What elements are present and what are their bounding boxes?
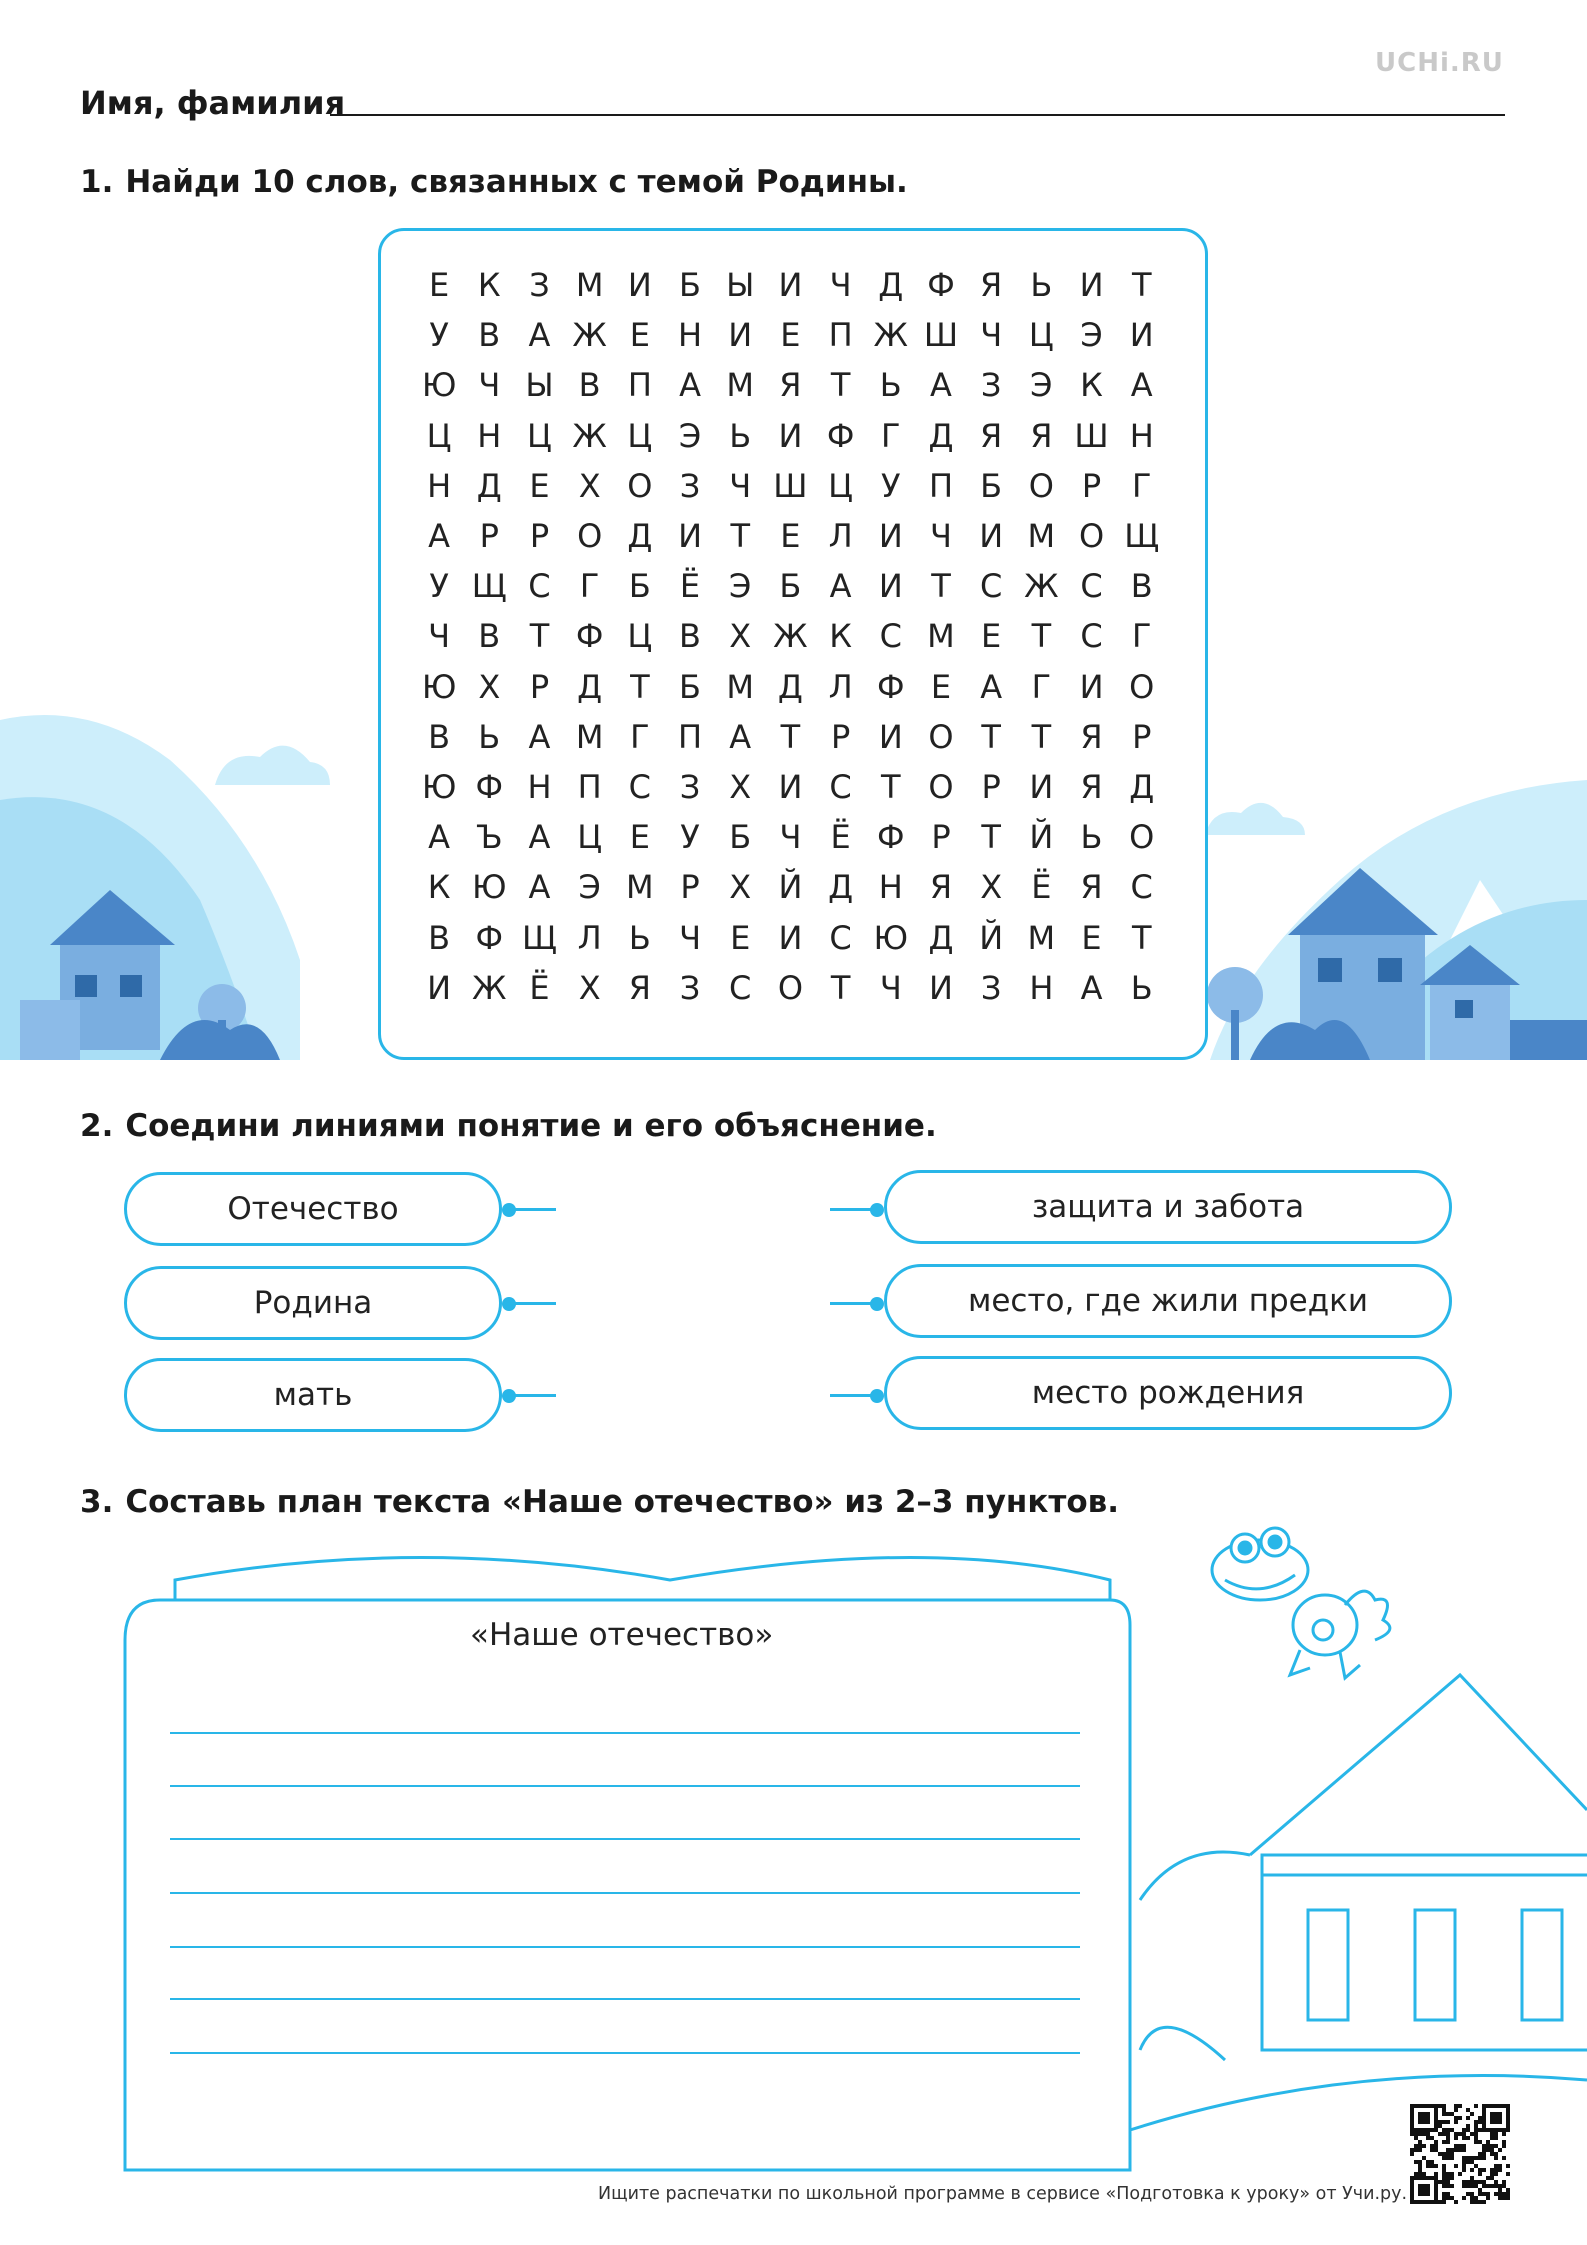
grid-letter[interactable]: Ч (679, 918, 701, 957)
grid-letter[interactable]: Ю (873, 918, 909, 957)
grid-letter[interactable]: Е (981, 617, 1002, 656)
grid-letter[interactable]: Б (779, 567, 802, 606)
grid-letter[interactable]: Г (881, 416, 901, 455)
grid-letter[interactable]: Л (577, 918, 602, 957)
grid-letter[interactable]: У (429, 316, 449, 355)
grid-letter[interactable]: П (627, 366, 652, 405)
grid-letter[interactable]: Ж (1024, 567, 1059, 606)
plan-writing-line[interactable] (170, 1838, 1080, 1840)
grid-letter[interactable]: Р (529, 517, 550, 556)
connector-dot-right-1[interactable] (870, 1203, 884, 1217)
grid-letter[interactable]: А (528, 868, 551, 907)
grid-letter[interactable]: Ь (1030, 266, 1053, 305)
task2-number: 2. (80, 1108, 114, 1144)
grid-letter[interactable]: Т (630, 667, 650, 706)
grid-letter[interactable]: Ч (829, 266, 852, 305)
grid-letter[interactable]: Д (928, 918, 954, 957)
grid-letter[interactable]: И (929, 968, 953, 1007)
grid-letter[interactable]: А (729, 717, 752, 756)
grid-letter[interactable]: И (728, 316, 753, 355)
grid-letter[interactable]: Р (529, 667, 550, 706)
grid-letter[interactable]: С (1080, 567, 1103, 606)
grid-letter[interactable]: И (778, 918, 803, 957)
name-label: Имя, фамилия (80, 84, 346, 122)
grid-letter[interactable]: Ж (472, 968, 507, 1007)
grid-letter[interactable]: Р (931, 818, 951, 857)
grid-letter[interactable]: И (878, 517, 903, 556)
grid-letter[interactable]: Д (476, 466, 502, 505)
grid-letter[interactable]: Я (1030, 416, 1053, 455)
grid-letter[interactable]: Ь (1080, 818, 1103, 857)
grid-letter[interactable]: Ы (726, 266, 755, 305)
grid-letter[interactable]: Б (729, 818, 752, 857)
grid-letter[interactable]: Ё (1031, 868, 1052, 907)
grid-letter[interactable]: Ь (879, 366, 902, 405)
definition-pill-2[interactable]: место, где жили предки (884, 1264, 1452, 1338)
grid-letter[interactable]: В (1130, 567, 1153, 606)
grid-letter[interactable]: О (1028, 466, 1054, 505)
grid-letter[interactable]: П (828, 316, 853, 355)
grid-letter[interactable]: Д (878, 266, 904, 305)
grid-letter[interactable]: Ц (527, 416, 552, 455)
plan-illustration (0, 1480, 1587, 2245)
grid-letter[interactable]: Я (1080, 868, 1103, 907)
grid-letter[interactable]: Х (729, 868, 752, 907)
grid-letter[interactable]: Х (478, 667, 501, 706)
grid-letter[interactable]: Т (780, 717, 801, 756)
grid-letter[interactable]: Е (730, 918, 751, 957)
connector-line-left-2 (510, 1302, 556, 1305)
grid-letter[interactable]: М (626, 868, 654, 907)
grid-letter[interactable]: А (679, 366, 701, 405)
grid-letter[interactable]: Б (679, 266, 701, 305)
grid-letter[interactable]: Ч (779, 818, 802, 857)
grid-letter[interactable]: И (427, 968, 452, 1007)
grid-letter[interactable]: И (627, 266, 652, 305)
grid-letter[interactable]: А (528, 316, 551, 355)
grid-letter[interactable]: Ь (729, 416, 752, 455)
grid-letter[interactable]: Щ (521, 918, 557, 957)
grid-letter[interactable]: С (528, 567, 551, 606)
grid-letter[interactable]: Б (679, 667, 701, 706)
connector-line-left-3 (510, 1394, 556, 1397)
grid-letter[interactable]: А (428, 818, 451, 857)
grid-letter[interactable]: Р (830, 717, 851, 756)
grid-letter[interactable]: В (578, 366, 601, 405)
task2-heading (80, 1108, 937, 1144)
grid-letter[interactable]: З (529, 266, 550, 305)
grid-letter[interactable]: Е (428, 266, 450, 305)
grid-letter[interactable]: Д (577, 667, 603, 706)
grid-letter[interactable]: Ф (877, 818, 905, 857)
grid-letter[interactable]: Е (529, 466, 550, 505)
grid-letter[interactable]: Э (729, 567, 752, 606)
task3-title: Составь план текста «Наше отечество» из 2–3 пунктов. (125, 1484, 1120, 1520)
grid-letter[interactable]: И (1079, 667, 1104, 706)
grid-letter[interactable]: Т (730, 517, 750, 556)
task1-title: Найди 10 слов, связанных с темой Родины. (125, 164, 908, 200)
grid-letter[interactable]: Н (1129, 416, 1154, 455)
plan-writing-line[interactable] (170, 2052, 1080, 2054)
grid-letter[interactable]: С (979, 567, 1003, 606)
grid-letter[interactable]: З (679, 968, 701, 1007)
grid-letter[interactable]: Ь (628, 918, 651, 957)
grid-letter[interactable]: А (428, 517, 451, 556)
grid-letter[interactable]: Е (780, 316, 801, 355)
concept-pill-1[interactable]: Отечество (124, 1172, 502, 1246)
grid-letter[interactable]: Р (1081, 466, 1102, 505)
plan-writing-line[interactable] (170, 1785, 1080, 1787)
grid-letter[interactable]: Ч (930, 517, 952, 556)
grid-letter[interactable]: Ь (1130, 968, 1153, 1007)
grid-letter[interactable]: К (427, 868, 451, 907)
uchi-logo: UCHi.RU (1375, 48, 1504, 78)
grid-letter[interactable]: Т (1031, 617, 1052, 656)
grid-letter[interactable]: Т (830, 366, 851, 405)
grid-letter[interactable]: Щ (471, 567, 507, 606)
grid-letter[interactable]: Е (1081, 918, 1102, 957)
grid-letter[interactable]: Т (931, 567, 951, 606)
grid-letter[interactable]: Э (678, 416, 702, 455)
grid-letter[interactable]: Е (629, 818, 650, 857)
grid-letter[interactable]: М (726, 667, 755, 706)
grid-letter[interactable]: С (1130, 868, 1153, 907)
grid-letter[interactable]: А (930, 366, 952, 405)
grid-letter[interactable]: Д (627, 517, 653, 556)
grid-letter[interactable]: Р (479, 517, 499, 556)
grid-letter[interactable]: В (679, 617, 701, 656)
grid-letter[interactable]: С (628, 767, 652, 806)
grid-letter[interactable]: З (980, 366, 1002, 405)
grid-letter[interactable]: Ъ (475, 818, 503, 857)
grid-letter[interactable]: О (928, 767, 954, 806)
definition-pill-1[interactable]: защита и забота (884, 1170, 1452, 1244)
grid-letter[interactable]: Д (828, 868, 854, 907)
grid-letter[interactable]: Т (881, 767, 901, 806)
footer-note: Ищите распечатки по школьной программе в сервисе «Подготовка к уроку» от Учи.ру. (598, 2184, 1408, 2204)
grid-letter[interactable]: К (829, 617, 852, 656)
grid-letter[interactable]: В (478, 617, 501, 656)
grid-letter[interactable]: О (1078, 517, 1105, 556)
grid-letter[interactable]: Е (629, 316, 650, 355)
task2-title: Соедини линиями понятие и его объяснение. (125, 1108, 937, 1144)
grid-letter[interactable]: Б (980, 466, 1003, 505)
grid-letter[interactable]: Ы (525, 366, 554, 405)
grid-letter[interactable]: Г (1131, 617, 1152, 656)
grid-letter[interactable]: Ж (572, 416, 607, 455)
grid-letter[interactable]: И (778, 266, 803, 305)
grid-letter[interactable]: Н (477, 416, 502, 455)
grid-letter[interactable]: Я (779, 366, 802, 405)
grid-letter[interactable]: О (928, 717, 954, 756)
grid-letter[interactable]: Я (929, 868, 953, 907)
grid-letter[interactable]: Ж (773, 617, 808, 656)
grid-letter[interactable]: И (1079, 266, 1104, 305)
grid-letter[interactable]: Н (678, 316, 703, 355)
grid-letter[interactable]: Ц (1028, 316, 1054, 355)
grid-letter[interactable]: С (829, 767, 852, 806)
grid-letter[interactable]: Ё (679, 567, 701, 606)
grid-letter[interactable]: Э (1080, 316, 1103, 355)
concept-pill-2[interactable]: Родина (124, 1266, 502, 1340)
grid-letter[interactable]: Ь (478, 717, 501, 756)
grid-letter[interactable]: Я (628, 968, 651, 1007)
concept-pill-3[interactable]: мать (124, 1358, 502, 1432)
grid-letter[interactable]: Ц (828, 466, 854, 505)
grid-letter[interactable]: Т (981, 818, 1001, 857)
plan-writing-line[interactable] (170, 1892, 1080, 1894)
task1-heading (80, 164, 908, 200)
grid-letter[interactable]: Х (729, 617, 752, 656)
grid-letter[interactable]: Ю (421, 366, 457, 405)
grid-letter[interactable]: Ц (426, 416, 452, 455)
grid-letter[interactable]: И (678, 517, 702, 556)
grid-letter[interactable]: Т (529, 617, 550, 656)
grid-letter[interactable]: Ё (830, 818, 851, 857)
grid-letter[interactable]: Ф (575, 617, 604, 656)
grid-letter[interactable]: Т (830, 968, 851, 1007)
grid-letter[interactable]: Р (680, 868, 700, 907)
grid-letter[interactable]: Р (1132, 717, 1152, 756)
grid-letter[interactable]: О (777, 968, 803, 1007)
grid-letter[interactable]: Й (979, 918, 1004, 957)
grid-letter[interactable]: Ч (729, 466, 752, 505)
grid-letter[interactable]: П (928, 466, 953, 505)
grid-letter[interactable]: О (1129, 818, 1155, 857)
grid-letter[interactable]: И (878, 567, 903, 606)
grid-letter[interactable]: Ч (980, 316, 1003, 355)
grid-letter[interactable]: Н (878, 868, 903, 907)
house-outline-icon (1130, 1675, 1587, 2130)
grid-letter[interactable]: М (927, 617, 955, 656)
grid-letter[interactable]: И (1029, 767, 1054, 806)
grid-letter[interactable]: Я (1080, 767, 1103, 806)
grid-letter[interactable]: Ч (478, 366, 501, 405)
grid-letter[interactable]: Ц (627, 617, 653, 656)
grid-letter[interactable]: Г (630, 717, 650, 756)
grid-letter[interactable]: Э (578, 868, 601, 907)
grid-letter[interactable]: К (1080, 366, 1103, 405)
grid-letter[interactable]: Ц (627, 416, 653, 455)
grid-letter[interactable]: О (1129, 667, 1155, 706)
grid-letter[interactable]: И (979, 517, 1004, 556)
grid-letter[interactable]: С (879, 617, 902, 656)
grid-letter[interactable]: А (528, 818, 551, 857)
grid-letter[interactable]: Й (778, 868, 803, 907)
grid-letter[interactable]: Э (1030, 366, 1053, 405)
grid-letter[interactable]: Б (628, 567, 651, 606)
grid-letter[interactable]: А (829, 567, 852, 606)
grid-letter[interactable]: Ш (923, 316, 959, 355)
grid-letter[interactable]: Т (1131, 266, 1152, 305)
mascot-icon (1212, 1528, 1390, 1678)
grid-letter[interactable]: Ф (475, 767, 504, 806)
grid-letter[interactable]: Ч (879, 968, 902, 1007)
grid-letter[interactable]: Л (828, 517, 853, 556)
grid-letter[interactable]: Ж (873, 316, 909, 355)
grid-letter[interactable]: П (577, 767, 602, 806)
definition-pill-3[interactable]: место рождения (884, 1356, 1452, 1430)
grid-letter[interactable]: Г (579, 567, 600, 606)
connector-line-left-1 (510, 1208, 556, 1211)
grid-letter[interactable]: А (528, 717, 551, 756)
grid-letter[interactable]: Ш (1074, 416, 1109, 455)
grid-letter[interactable]: Й (1029, 818, 1054, 857)
grid-letter[interactable]: В (428, 918, 451, 957)
connector-dot-right-3[interactable] (870, 1389, 884, 1403)
grid-letter[interactable]: Д (1129, 767, 1155, 806)
grid-letter[interactable]: Щ (1124, 517, 1160, 556)
grid-letter[interactable]: Ю (421, 667, 457, 706)
grid-letter[interactable]: А (1130, 366, 1153, 405)
qr-code-icon (1410, 2104, 1510, 2204)
grid-letter[interactable]: З (980, 968, 1002, 1007)
grid-letter[interactable]: Ф (877, 667, 905, 706)
name-input-line[interactable] (330, 114, 1505, 116)
grid-letter[interactable]: Л (828, 667, 853, 706)
grid-letter[interactable]: Х (578, 466, 601, 505)
grid-letter[interactable]: З (679, 767, 701, 806)
grid-letter[interactable]: О (577, 517, 603, 556)
grid-letter[interactable]: М (1027, 918, 1056, 957)
grid-letter[interactable]: Е (930, 667, 952, 706)
plan-writing-line[interactable] (170, 1732, 1080, 1734)
plan-title: «Наше отечество» (470, 1617, 774, 1653)
grid-letter[interactable]: Я (1080, 717, 1103, 756)
grid-letter[interactable]: Ю (472, 868, 507, 907)
grid-letter[interactable]: И (778, 416, 803, 455)
task1-number: 1. (80, 164, 114, 200)
grid-letter[interactable]: Н (427, 466, 452, 505)
task3-number: 3. (80, 1484, 114, 1520)
grid-letter[interactable]: М (575, 717, 604, 756)
grid-letter[interactable]: Д (777, 667, 803, 706)
grid-letter[interactable]: Т (1131, 918, 1152, 957)
grid-letter[interactable]: П (678, 717, 703, 756)
grid-letter[interactable]: И (778, 767, 803, 806)
grid-letter[interactable]: К (477, 266, 501, 305)
grid-letter[interactable]: Ж (572, 316, 607, 355)
grid-letter[interactable]: Я (980, 416, 1003, 455)
grid-letter[interactable]: Х (980, 868, 1003, 907)
grid-letter[interactable]: Я (980, 266, 1003, 305)
connector-dot-right-2[interactable] (870, 1297, 884, 1311)
grid-letter[interactable]: Ф (927, 266, 955, 305)
grid-letter[interactable]: Ч (428, 617, 451, 656)
plan-writing-line[interactable] (170, 1998, 1080, 2000)
grid-letter[interactable]: В (478, 316, 501, 355)
grid-letter[interactable]: Х (578, 968, 601, 1007)
grid-letter[interactable]: С (829, 918, 852, 957)
grid-letter[interactable]: У (881, 466, 901, 505)
grid-letter[interactable]: М (1027, 517, 1056, 556)
grid-letter[interactable]: З (679, 466, 701, 505)
grid-letter[interactable]: О (627, 466, 653, 505)
grid-letter[interactable]: Ф (826, 416, 855, 455)
grid-letter[interactable]: Г (1131, 466, 1152, 505)
grid-letter[interactable]: Д (928, 416, 954, 455)
grid-letter[interactable]: Т (981, 717, 1001, 756)
grid-letter[interactable]: Н (527, 767, 552, 806)
grid-letter[interactable]: Р (981, 767, 1001, 806)
word-search-grid[interactable] (414, 260, 1184, 1013)
grid-letter[interactable]: И (878, 717, 903, 756)
grid-letter[interactable]: А (1080, 968, 1103, 1007)
grid-letter[interactable]: М (726, 366, 755, 405)
grid-letter[interactable]: Е (780, 517, 801, 556)
grid-letter[interactable]: В (428, 717, 451, 756)
grid-letter[interactable]: Г (1031, 667, 1052, 706)
grid-letter[interactable]: Ц (577, 818, 603, 857)
grid-letter[interactable]: У (429, 567, 449, 606)
grid-letter[interactable]: Н (1029, 968, 1054, 1007)
grid-letter[interactable]: С (1080, 617, 1103, 656)
grid-letter[interactable]: Т (1031, 717, 1052, 756)
grid-letter[interactable]: С (729, 968, 752, 1007)
grid-letter[interactable]: Ю (421, 767, 457, 806)
grid-letter[interactable]: У (680, 818, 700, 857)
grid-letter[interactable]: И (1129, 316, 1154, 355)
grid-letter[interactable]: Х (729, 767, 752, 806)
grid-letter[interactable]: Ф (475, 918, 504, 957)
grid-letter[interactable]: Ш (773, 466, 808, 505)
grid-letter[interactable]: Ё (529, 968, 550, 1007)
grid-letter[interactable]: А (980, 667, 1003, 706)
grid-letter[interactable]: М (575, 266, 604, 305)
plan-writing-line[interactable] (170, 1946, 1080, 1948)
